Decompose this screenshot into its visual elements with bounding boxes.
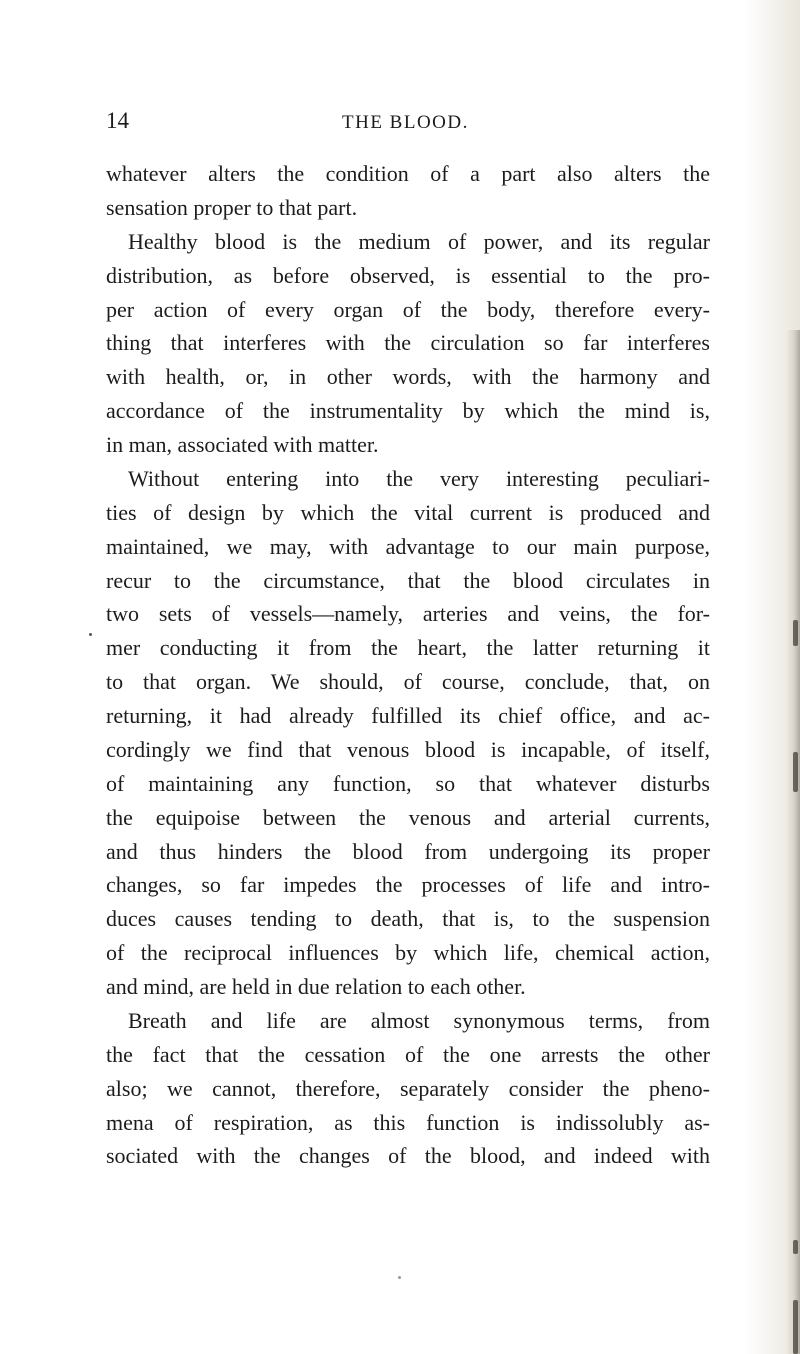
text-line: sociated with the changes of the blood, and indeed with: [106, 1143, 710, 1169]
text-line: of the reciprocal influences by which life, chemical action,: [106, 940, 710, 966]
text-line: Breath and life are almost synonymous terms, from: [128, 1007, 710, 1033]
text-line: the equipoise between the venous and arterial currents,: [106, 804, 710, 830]
print-speck: [398, 1276, 401, 1279]
text-line: thing that interferes with the circulation so far interferes: [106, 330, 710, 356]
text-line: mer conducting it from the heart, the latter returning it: [106, 635, 710, 661]
text-line: ties of design by which the vital current is produced and: [106, 499, 710, 525]
text-line: changes, so far impedes the processes of life and intro-: [106, 872, 710, 898]
page-edge-shadow: [786, 330, 800, 1354]
page-header: [106, 106, 700, 136]
text-line: distribution, as before observed, is essential to the pro-: [106, 262, 710, 288]
print-speck: [89, 633, 92, 636]
body-text: [106, 157, 710, 1173]
text-line: with health, or, in other words, with the harmony and: [106, 364, 710, 390]
text-line: the fact that the cessation of the one arrests the other: [106, 1041, 710, 1067]
text-line: in man, associated with matter.: [106, 432, 379, 457]
text-line: mena of respiration, as this function is indissolubly as-: [106, 1109, 710, 1135]
text-line: Healthy blood is the medium of power, and its regular: [128, 228, 710, 254]
text-line: whatever alters the condition of a part also alters the: [106, 161, 710, 186]
text-line: cordingly we find that venous blood is incapable, of itself,: [106, 736, 710, 762]
page-edge-mark: [793, 1300, 798, 1354]
running-head: THE BLOOD.: [342, 112, 469, 133]
text-line: of maintaining any function, so that whatever disturbs: [106, 770, 710, 796]
text-line: also; we cannot, therefore, separately consider the pheno-: [106, 1075, 710, 1101]
text-line: two sets of vessels—namely, arteries and veins, the for-: [106, 601, 710, 627]
page-number: 14: [106, 108, 129, 133]
text-line: Without entering into the very interesting peculiari-: [128, 465, 710, 491]
page-edge-mark: [793, 1240, 798, 1254]
text-line: duces causes tending to death, that is, to the suspension: [106, 906, 710, 932]
text-line: maintained, we may, with advantage to our main purpose,: [106, 533, 710, 559]
page-edge-mark: [793, 620, 798, 646]
text-line: and thus hinders the blood from undergoing its proper: [106, 838, 710, 864]
text-line: to that organ. We should, of course, conclude, that, on: [106, 669, 710, 695]
text-line: accordance of the instrumentality by which the mind is,: [106, 398, 710, 424]
text-line: returning, it had already fulfilled its chief office, and ac-: [106, 703, 710, 728]
page-edge-mark: [793, 752, 798, 792]
text-line: recur to the circumstance, that the blood circulates in: [106, 567, 710, 593]
text-line: and mind, are held in due relation to each other.: [106, 974, 526, 999]
text-line: per action of every organ of the body, therefore every-: [106, 296, 710, 322]
text-line: sensation proper to that part.: [106, 194, 358, 220]
